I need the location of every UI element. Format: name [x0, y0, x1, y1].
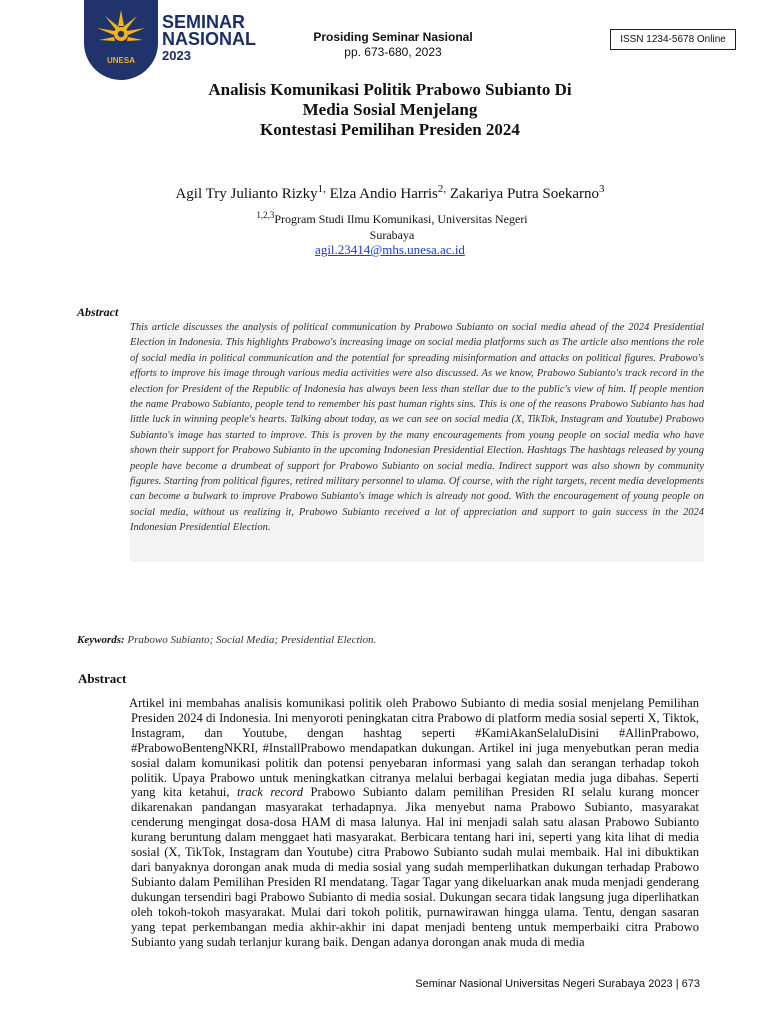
abstract-id-part-2: Prabowo Subianto dalam pemilihan Presiden RI selalu kurang moncer dikarenakan pandangan masyarakat terhadapnya. Jika menyebut nama Prabowo Subianto, masyarakat cenderung mengingat dosa-dosa HAM di masa lalunya. Hal ini menjadi salah satu alasan Prabowo Subianto kurang beruntung dalam menggaet hati masyarakat. Berbicara tentang hari ini, seperti yang kita lihat di media sosial (X, TikTok, Instagram dan Youtube) citra Prabowo Subianto sudah mulai membaik. Hal ini dibuktikan dari banyaknya dorongan anak muda di media sosial yang sudah memperlihatkan dukungan terhadap Prabowo Subianto dalam Pemilihan Presiden RI mendatang. Tagar Tagar yang dikeluarkan anak muda menjadi genderang dukungan tersendiri bagi Prabowo Subianto di media sosial. Dukungan secara tidak langsung juga diperlihatkan oleh tokoh-tokoh masyarakat. Mulai dari tokoh politik, purnawirawan hingga ulama. Tentu, dengan sasaran yang tepat perkembangan media akhir-akhir ini dapat menjadi benteng untuk memperbaiki citra Prabowo Subianto yang sudah terlanjur kurang baik. Dengan adanya dorongan anak muda di media — [131, 785, 700, 949]
author-email-link[interactable]: agil.23414@mhs.unesa.ac.id — [315, 242, 465, 257]
page-range: pp. 673-680, 2023 — [344, 45, 442, 59]
abstract-en-heading: Abstract — [77, 305, 119, 319]
abstract-id-heading: Abstract — [78, 671, 127, 686]
affiliation-line-1: Program Studi Ilmu Komunikasi, Universitas Negeri — [274, 212, 528, 226]
unesa-emblem-icon — [84, 0, 158, 80]
abstract-id-italic: track record — [237, 785, 304, 800]
author-name: Agil Try Julianto Rizky — [175, 186, 318, 202]
affiliation-superscript: 1,2,3 — [256, 210, 275, 220]
conference-logo — [84, 0, 264, 80]
abstract-en-text: This article discusses the analysis of political communication by Prabowo Subianto on social media ahead of the 2024 Presidential Election in Indonesia. This highlights Prabowo's increasing image on social media platforms such as The article also mentions the role of social media in political communication and the potential for spreading misinformation and attacks on political figures. Prabowo's efforts to improve his image through various media activities were also discussed. As we know, Prabowo Subianto's track record in the election for President of the Republic of Indonesia has always been less than stellar due to the public's view of him. If people mention the name Prabowo Subianto, people tend to remember his past human rights sins. This is one of the reasons Prabowo Subianto has had little luck in winning people's hearts. Talking about today, as we can see on social media (X, TikTok, Instagram and Youtube) Prabowo Subianto's image has started to improve. This is proven by the many encouragements from young people on social media who have shown their support for Prabowo Subianto in the upcoming Indonesian Presidential Election. Hashtags The hashtags released by young people have become a drumbeat of support for Prabowo Subianto on social media. Indirect support was also shown by community figures. Starting from political figures, retired military personnel to ulama. Of course, with the right targets, recent media developments can become a bulwark to improve Prabowo Subianto's image which is already not good. With the encouragement of young people on social media, without us realizing it, Prabowo Subianto received a lot of appreciation and support to gain success in the 2024 Indonesian Presidential Election. — [130, 320, 704, 562]
author-name: Zakariya Putra Soekarno — [449, 186, 600, 202]
logo-emblem-label: UNESA — [106, 56, 135, 65]
author-list — [80, 183, 700, 203]
affiliation — [232, 207, 552, 243]
paper-title — [80, 80, 700, 140]
issn-box: ISSN 1234-5678 Online — [610, 29, 736, 50]
logo-line-1: SEMINAR — [162, 12, 246, 32]
title-line: Media Sosial Menjelang — [302, 100, 478, 119]
keywords-label: Keywords: — [77, 634, 125, 646]
keywords — [77, 634, 376, 646]
title-line: Kontestasi Pemilihan Presiden 2024 — [260, 120, 520, 139]
author-name: Elza Andio Harris — [329, 186, 438, 202]
logo-wordmark — [162, 14, 256, 63]
author-superscript: 2, — [437, 183, 447, 195]
author-superscript: 1, — [317, 183, 326, 195]
abstract-id-part-1: Artikel ini membahas analisis komunikasi politik oleh Prabowo Subianto di media sosial menjelang Pemilihan Presiden 2024 di Indonesia. Ini menyoroti peningkatan citra Prabowo di platform media sosial seperti X, Tiktok, Instagram, dan Youtube, dengan hashtag seperti #KamiAkanSelaluDisini #AllinPrabowo, #PrabowoBentengNKRI, #InstallPrabowo mendapatkan dukungan. Artikel ini juga menyebutkan peran media sosial dalam komunikasi politik dan potensi penyebaran informasi yang salah dan serangan terhadap tokoh politik. Upaya Prabowo untuk meningkatkan citranya melalui berbagai kegiatan media juga dibahas. Seperti yang kita ketahui, — [129, 696, 699, 800]
page-footer: Seminar Nasional Universitas Negeri Surabaya 2023 | 673 — [415, 978, 700, 990]
proceedings-info — [300, 30, 486, 60]
abstract-id-text — [131, 696, 699, 949]
keywords-text: Prabowo Subianto; Social Media; Presidential Election. — [127, 634, 377, 646]
logo-line-2: NASIONAL — [162, 29, 256, 49]
affiliation-line-2: Surabaya — [369, 228, 415, 242]
logo-line-3: 2023 — [162, 48, 191, 63]
proceedings-title: Prosiding Seminar Nasional — [313, 30, 473, 44]
title-line: Analisis Komunikasi Politik Prabowo Subianto Di — [208, 80, 572, 99]
author-superscript: 3 — [599, 183, 605, 195]
